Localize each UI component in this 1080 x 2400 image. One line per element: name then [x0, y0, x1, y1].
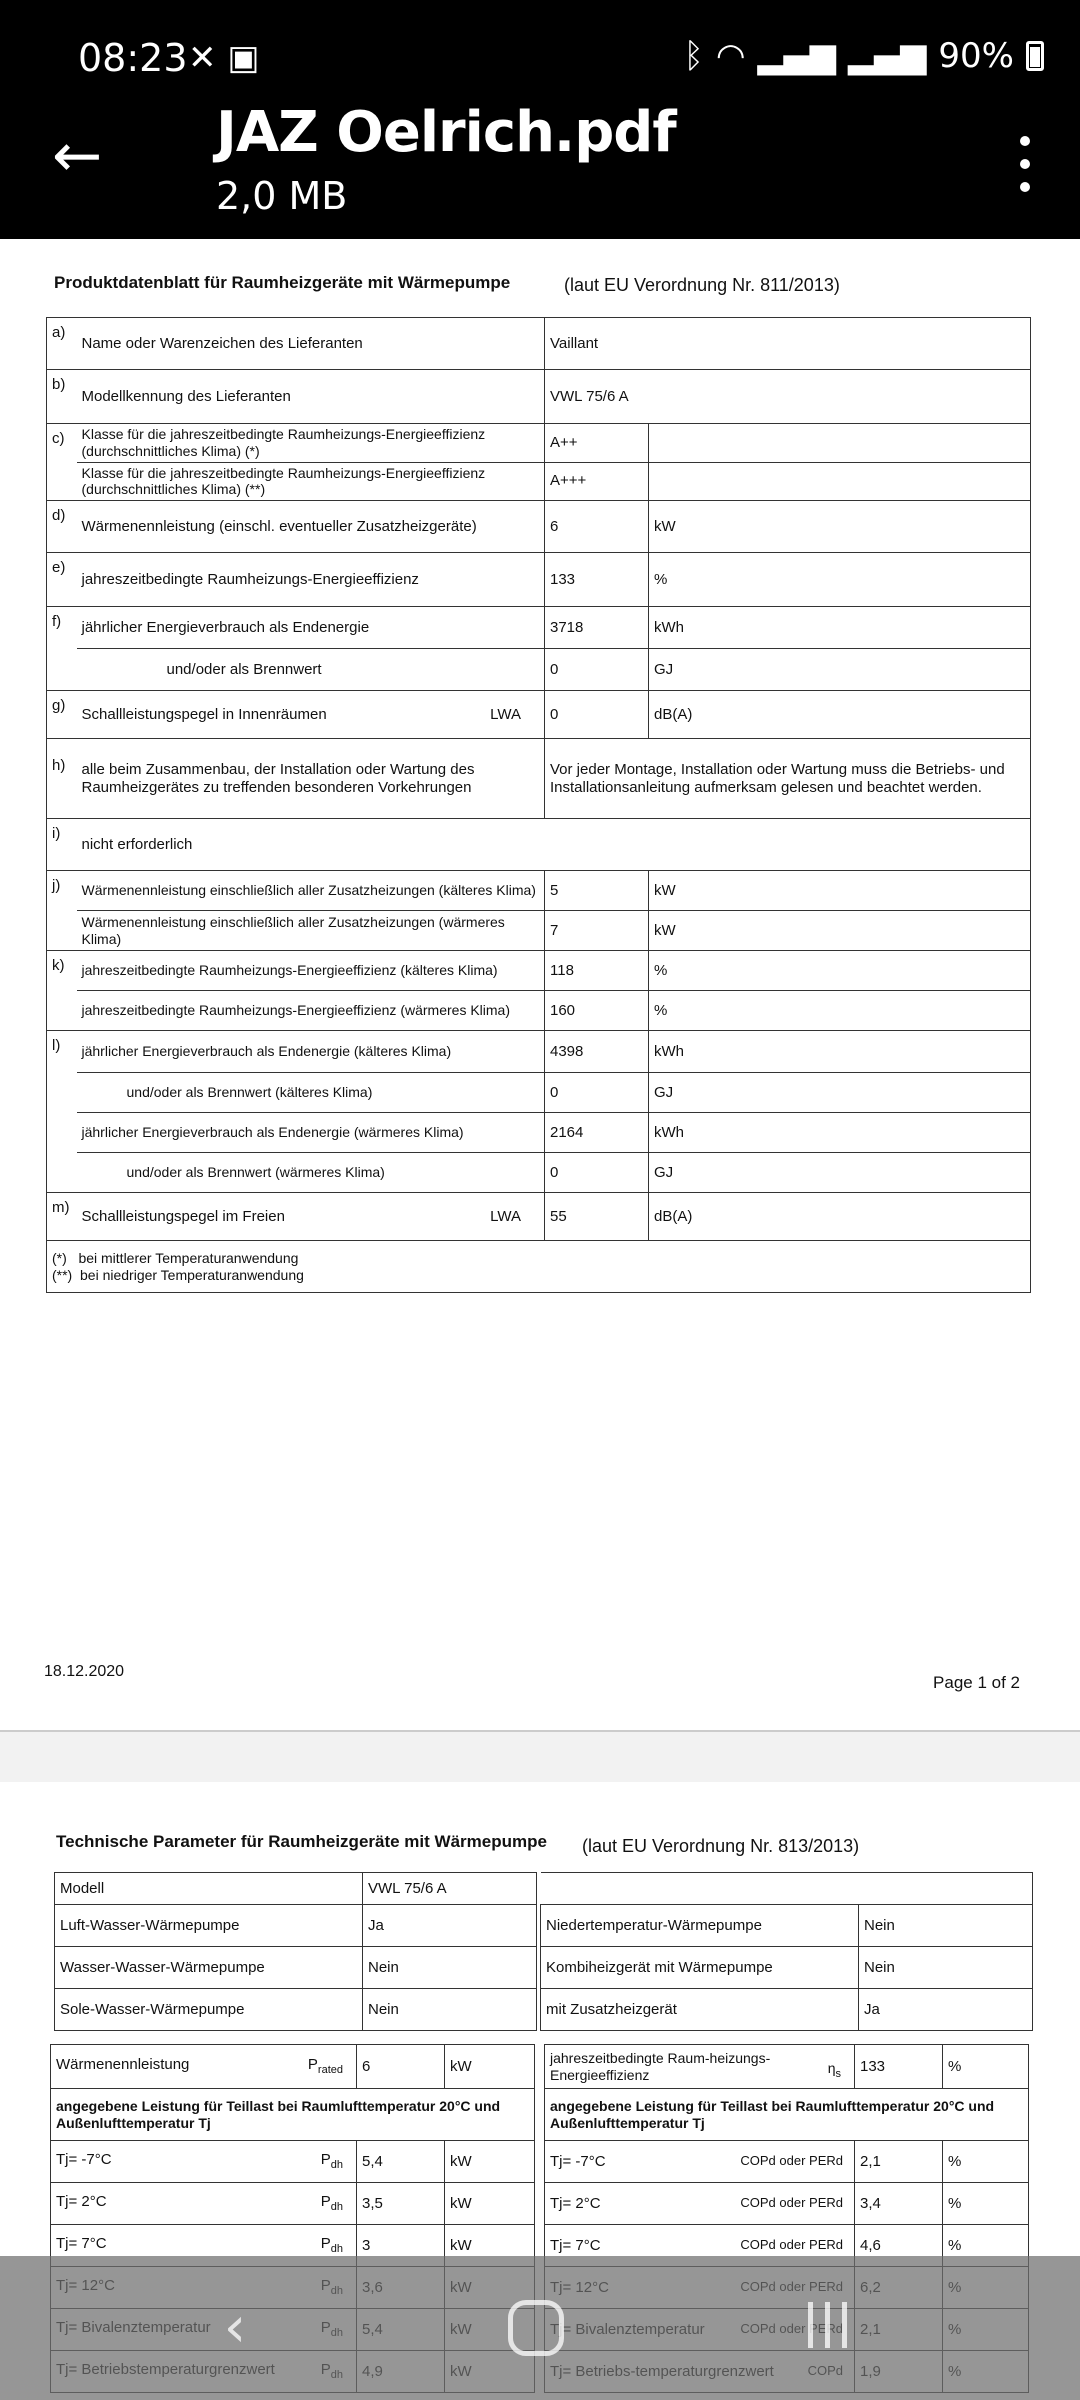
table-row: f) jährlicher Energieverbrauch als Endenergie 3718 kWh: [47, 607, 1031, 649]
signal-2-icon: ▂▄▆: [847, 36, 927, 76]
file-size: 2,0 MB: [216, 174, 348, 218]
page-separator: [0, 1730, 1080, 1782]
table-row: Wasser-Wasser-Wärmepumpe Nein: [55, 1947, 537, 1989]
table-row: [47, 1241, 1031, 1293]
bluetooth-icon: ᛒ: [683, 36, 704, 76]
page1-regulation: (laut EU Verordnung Nr. 811/2013): [564, 275, 840, 295]
table-row: Klasse für die jahreszeitbedingte Raumheizungs-Energieeffizienz (durchschnittliches Klima) (**) A+++: [47, 462, 1031, 501]
product-data-table: [46, 317, 1031, 1293]
table-row: Luft-Wasser-Wärmepumpe Ja: [55, 1905, 537, 1947]
table-row: jahreszeitbedingte Raumheizungs-Energieeffizienz (wärmeres Klima) 160 %: [47, 991, 1031, 1031]
arrow-left-icon[interactable]: ←: [52, 121, 103, 191]
footnote: (*) bei mittlerer Temperaturanwendung: [52, 1249, 299, 1266]
image-icon: ▣: [227, 38, 260, 78]
pdf-page-1: [0, 239, 1080, 1729]
table-row: Tj= 7°C $P_{dh}$ 3 kW: [51, 2225, 535, 2267]
missed-call-icon: ✕: [188, 38, 217, 78]
table-row: k) jahreszeitbedingte Raumheizungs-Energieeffizienz (kälteres Klima) 118 %: [47, 951, 1031, 991]
table-row: Tj= -7°C COPd oder PERd 2,1 %: [545, 2141, 1029, 2183]
page1-date: 18.12.2020: [44, 1663, 125, 1680]
home-icon[interactable]: [508, 2300, 564, 2356]
table-row: b) Modellkennung des Lieferanten VWL 75/6 A: [47, 370, 1031, 424]
page1-number: Page 1 of 2: [933, 1673, 1020, 1692]
battery-icon: [1026, 41, 1044, 71]
signal-icon: ▂▄▆: [757, 36, 836, 76]
model-table-right: [540, 1872, 1033, 2031]
table-row: m) Schallleistungspegel im Freien LWA 55 dB(A): [47, 1193, 1031, 1241]
table-row: [541, 1873, 1033, 1905]
table-row: und/oder als Brennwert 0 GJ: [47, 649, 1031, 691]
table-row: angegebene Leistung für Teillast bei Raumlufttemperatur 20°C und Außenlufttemperatur Tj: [545, 2089, 1029, 2141]
table-row: jährlicher Energieverbrauch als Endenergie (wärmeres Klima) 2164 kWh: [47, 1113, 1031, 1153]
page2-title: Technische Parameter für Raumheizgeräte mit Wärmepumpe: [56, 1832, 547, 1851]
table-row: h) alle beim Zusammenbau, der Installation oder Wartung des Raumheizgerätes zu treffenden besonderen Vorkehrungen Vor jeder Montage, Installation oder Wartung muss die Betriebs- und Installationsanleitung aufmerksam gelesen und beachtet werden.: [47, 739, 1031, 819]
footnote: (**) bei niedriger Temperaturanwendung: [52, 1266, 304, 1283]
table-row: Tj= 2°C COPd oder PERd 3,4 %: [545, 2183, 1029, 2225]
table-row: Kombiheizgerät mit Wärmepumpe Nein: [541, 1947, 1033, 1989]
battery-percent: 90%: [938, 36, 1014, 76]
table-row: und/oder als Brennwert (wärmeres Klima) 0 GJ: [47, 1153, 1031, 1193]
table-row: mit Zusatzheizgerät Ja: [541, 1989, 1033, 2031]
table-row: und/oder als Brennwert (kälteres Klima) 0 GJ: [47, 1073, 1031, 1113]
model-table-left: [54, 1872, 537, 2031]
table-row: Modell VWL 75/6 A: [55, 1873, 537, 1905]
navigation-bar: [0, 2256, 1080, 2400]
more-vert-icon[interactable]: [1010, 136, 1040, 192]
system-icons: [683, 36, 1044, 76]
recents-icon[interactable]: [808, 2302, 847, 2348]
table-row: l) jährlicher Energieverbrauch als Endenergie (kälteres Klima) 4398 kWh: [47, 1031, 1031, 1073]
table-row: Tj= 2°C $P_{dh}$ 3,5 kW: [51, 2183, 535, 2225]
table-row: j) Wärmenennleistung einschließlich aller Zusatzheizungen (kälteres Klima) 5 kW: [47, 871, 1031, 911]
page1-title: Produktdatenblatt für Raumheizgeräte mit Wärmepumpe: [54, 273, 511, 292]
app-bar: [0, 96, 1080, 239]
table-row: d) Wärmenennleistung (einschl. eventueller Zusatzheizgeräte) 6 kW: [47, 501, 1031, 553]
page2-regulation: (laut EU Verordnung Nr. 813/2013): [582, 1836, 860, 1856]
table-row: angegebene Leistung für Teillast bei Raumlufttemperatur 20°C und Außenlufttemperatur Tj: [51, 2089, 535, 2141]
status-time: 08:23: [78, 36, 188, 80]
chevron-left-icon[interactable]: ‹: [223, 2295, 247, 2360]
wifi-icon: ◠: [715, 36, 746, 76]
table-row: Sole-Wasser-Wärmepumpe Nein: [55, 1989, 537, 2031]
table-row: Wärmenennleistung einschließlich aller Zusatzheizungen (wärmeres Klima) 7 kW: [47, 911, 1031, 951]
document-title: JAZ Oelrich.pdf: [216, 100, 676, 165]
table-row: g) Schallleistungspegel in Innenräumen LWA 0 dB(A): [47, 691, 1031, 739]
table-row: i) nicht erforderlich: [47, 819, 1031, 871]
table-row: jahreszeitbedingte Raum-heizungs-Energieeffizienz $\eta_s$ 133 %: [545, 2045, 1029, 2089]
notification-icons: [188, 38, 259, 78]
table-row: a) Name oder Warenzeichen des Lieferanten Vaillant: [47, 318, 1031, 370]
table-row: Tj= 7°C COPd oder PERd 4,6 %: [545, 2225, 1029, 2267]
table-row: Niedertemperatur-Wärmepumpe Nein: [541, 1905, 1033, 1947]
table-row: Tj= -7°C $P_{dh}$ 5,4 kW: [51, 2141, 535, 2183]
table-row: e) jahreszeitbedingte Raumheizungs-Energieeffizienz 133 %: [47, 553, 1031, 607]
table-row: Wärmenennleistung $P_{rated}$ 6 kW: [51, 2045, 535, 2089]
table-row: c) Klasse für die jahreszeitbedingte Raumheizungs-Energieeffizienz (durchschnittliches Klima) (*) A++: [47, 424, 1031, 463]
